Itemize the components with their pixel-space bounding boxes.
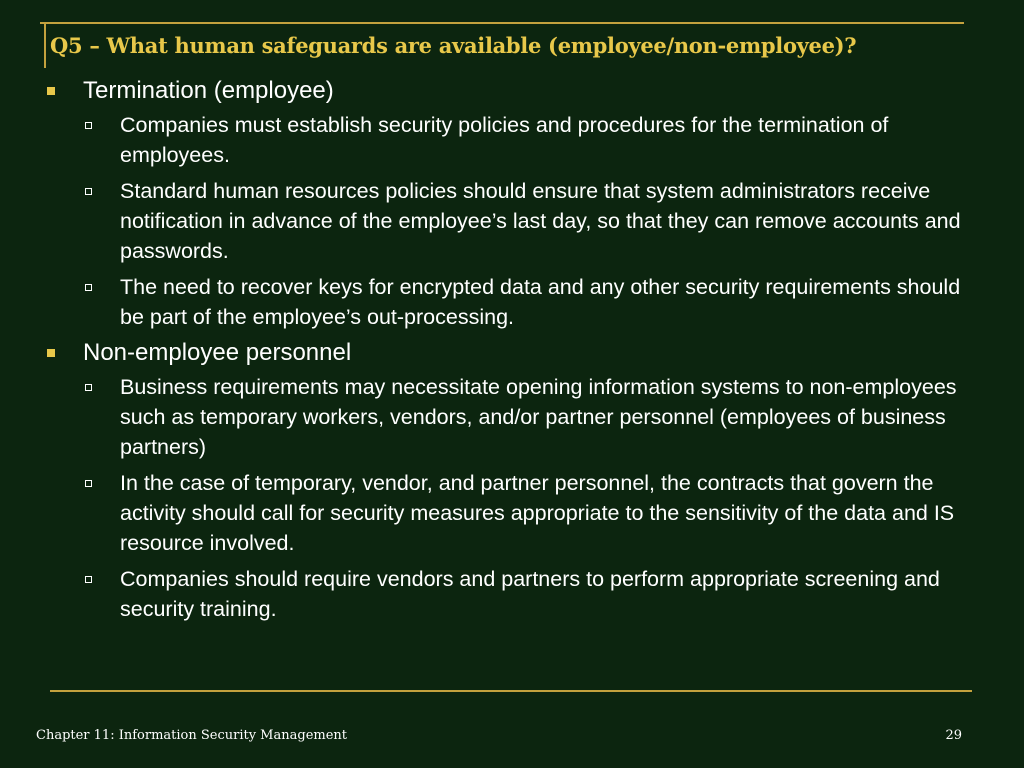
- hollow-square-bullet-icon: [85, 122, 92, 129]
- hollow-square-bullet-icon: [85, 480, 92, 487]
- section-heading: Termination (employee): [83, 77, 334, 104]
- list-item: [45, 110, 985, 170]
- footer-rule: [50, 690, 972, 692]
- hollow-square-bullet-icon: [85, 576, 92, 583]
- list-item-text: The need to recover keys for encrypted data and any other security requirements should be part of the employee’s out-processing.: [120, 275, 961, 329]
- page-number: 29: [945, 728, 962, 743]
- non-employee-items: [45, 372, 985, 624]
- square-bullet-icon: [47, 87, 55, 95]
- hollow-square-bullet-icon: [85, 384, 92, 391]
- square-bullet-icon: [47, 349, 55, 357]
- list-item: [45, 372, 985, 462]
- list-item-text: Companies should require vendors and partners to perform appropriate screening and security training.: [120, 567, 940, 621]
- slide-content: [45, 76, 985, 630]
- section-non-employee: [45, 338, 985, 368]
- footer-chapter: Chapter 11: Information Security Management: [36, 728, 348, 743]
- list-item-text: Companies must establish security policies and procedures for the termination of employees.: [120, 113, 889, 167]
- termination-items: [45, 110, 985, 332]
- list-item: [45, 176, 985, 266]
- list-item-text: Business requirements may necessitate opening information systems to non-employees such as temporary workers, vendors, and/or partner personnel (employees of business partners): [120, 375, 957, 459]
- section-termination: [45, 76, 985, 106]
- title-rule-top: [40, 22, 964, 24]
- list-item-text: In the case of temporary, vendor, and partner personnel, the contracts that govern the activity should call for security measures appropriate to the sensitivity of the data and IS resource involved.: [120, 471, 955, 555]
- title-rule-left: [44, 22, 46, 68]
- slide-title: Q5 – What human safeguards are available (employee/non-employee)?: [50, 33, 857, 58]
- list-item: [45, 272, 985, 332]
- section-heading: Non-employee personnel: [83, 339, 352, 366]
- list-item-text: Standard human resources policies should ensure that system administrators receive notification in advance of the employee’s last day, so that they can remove accounts and passwords.: [120, 179, 961, 263]
- hollow-square-bullet-icon: [85, 284, 92, 291]
- list-item: [45, 468, 985, 558]
- list-item: [45, 564, 985, 624]
- hollow-square-bullet-icon: [85, 188, 92, 195]
